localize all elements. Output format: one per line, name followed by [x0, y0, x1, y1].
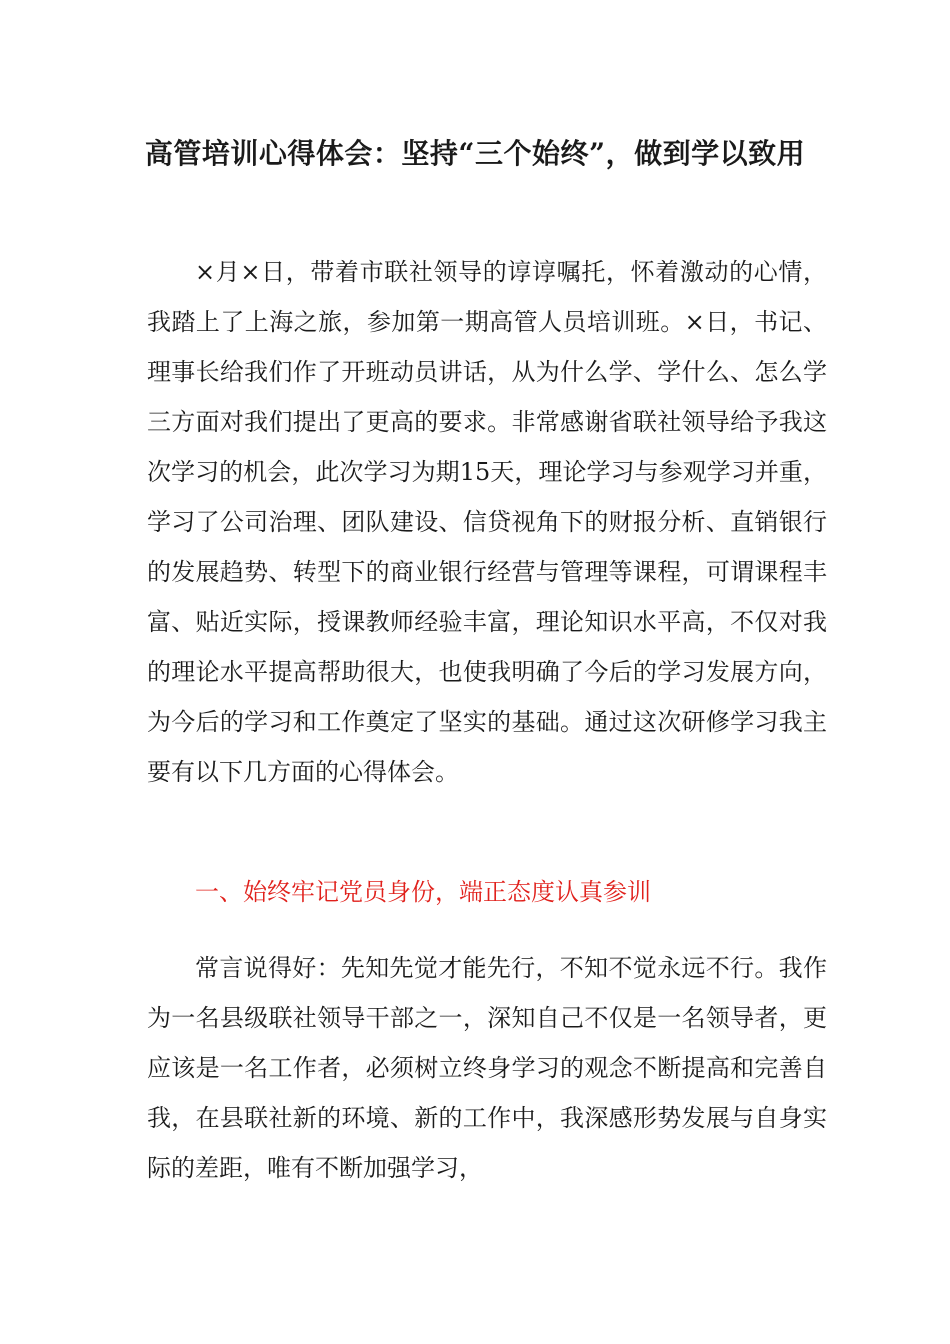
- document-title: 高管培训心得体会：坚持“三个始终”，做到学以致用: [144, 137, 806, 170]
- intro-paragraph: ×月×日，带着市联社领导的谆谆嘱托，怀着激动的心情，我踏上了上海之旅，参加第一期高管人员培训班。×日，书记、理事长给我们作了开班动员讲话，从为什么学、学什么、怎么学三方面对我们提出了更高的要求。非常感谢省联社领导给予我这次学习的机会，此次学习为期15天，理论学习与参观学习并重，学习了公司治理、团队建设、信贷视角下的财报分析、直销银行的发展趋势、转型下的商业银行经营与管理等课程，可谓课程丰富、贴近实际，授课教师经验丰富，理论知识水平高，不仅对我的理论水平提高帮助很大，也使我明确了今后的学习发展方向，为今后的学习和工作奠定了坚实的基础。通过这次研修学习我主要有以下几方面的心得体会。: [147, 258, 827, 786]
- section-heading: 一、始终牢记党员身份，端正态度认真参训: [195, 878, 651, 906]
- section-paragraph: 常言说得好：先知先觉才能先行，不知不觉永远不行。我作为一名县级联社领导干部之一，深知自己不仅是一名领导者，更应该是一名工作者，必须树立终身学习的观念不断提高和完善自我，在县联社新的环境、新的工作中，我深感形势发展与自身实际的差距，唯有不断加强学习，: [147, 954, 827, 1182]
